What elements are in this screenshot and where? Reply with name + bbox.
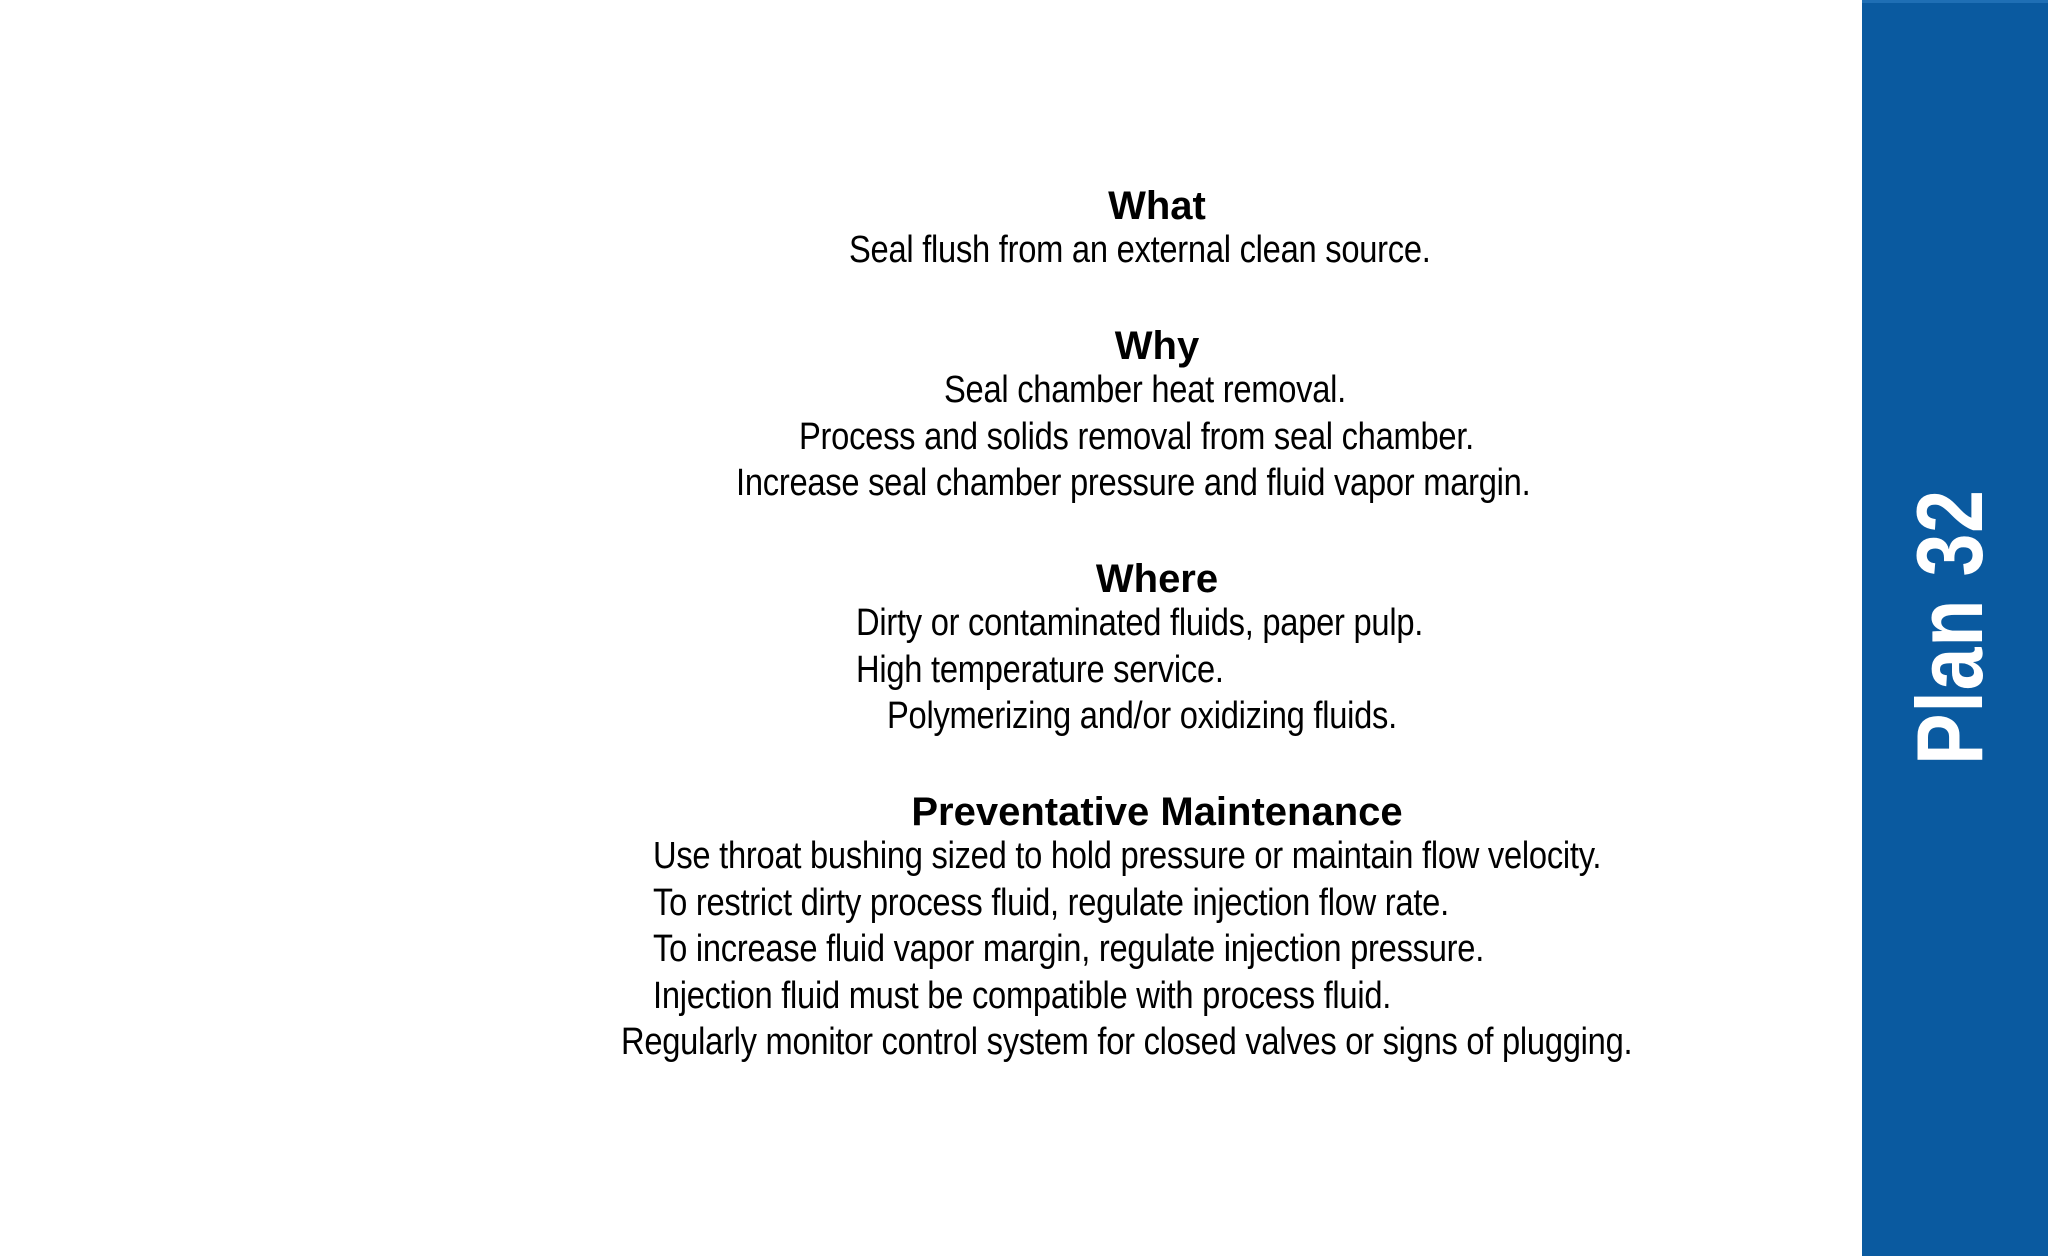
maintenance-heading: Preventative Maintenance — [911, 790, 1403, 834]
why-line-3: Increase seal chamber pressure and fluid vapor margin. — [736, 462, 1531, 504]
maintenance-line-4: Injection fluid must be compatible with process fluid. — [653, 975, 1392, 1017]
maintenance-line-1: Use throat bushing sized to hold pressure or maintain flow velocity. — [653, 835, 1602, 877]
maintenance-line-3: To increase fluid vapor margin, regulate injection pressure. — [653, 928, 1485, 970]
why-line-2: Process and solids removal from seal chamber. — [799, 416, 1474, 458]
maintenance-line-2: To restrict dirty process fluid, regulate injection flow rate. — [653, 882, 1449, 924]
side-band-top-line — [1862, 0, 2048, 3]
maintenance-line-5: Regularly monitor control system for closed valves or signs of plugging. — [621, 1021, 1633, 1063]
where-line-3: Polymerizing and/or oxidizing fluids. — [887, 695, 1397, 737]
why-heading: Why — [1114, 324, 1200, 368]
why-line-1: Seal chamber heat removal. — [944, 369, 1347, 411]
where-line-2: High temperature service. — [856, 649, 1224, 691]
plan-label: Plan 32 — [1897, 489, 2002, 765]
where-line-1: Dirty or contaminated fluids, paper pulp. — [856, 602, 1424, 644]
where-heading: Where — [1095, 557, 1219, 601]
what-line-1: Seal flush from an external clean source. — [849, 229, 1431, 271]
what-heading: What — [1108, 184, 1206, 228]
